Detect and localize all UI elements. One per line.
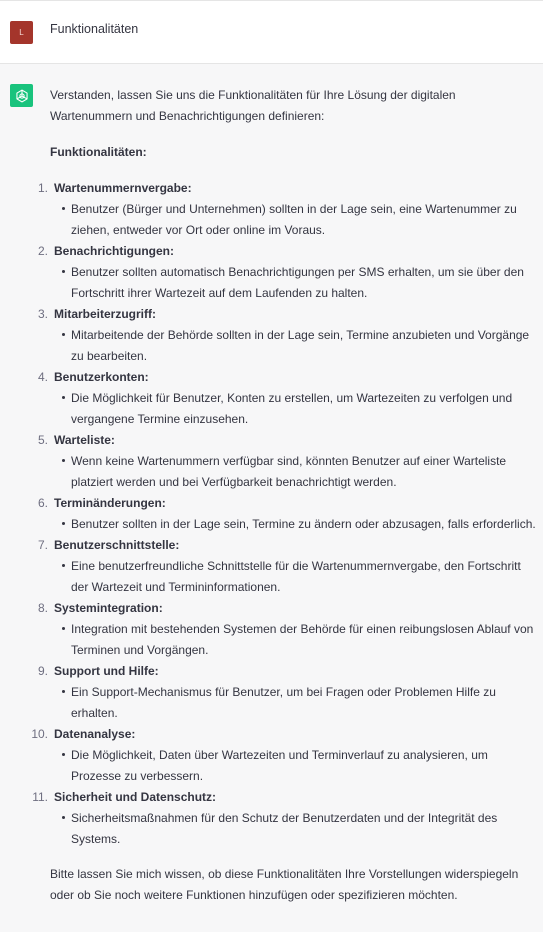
feature-list [31,178,540,850]
list-item [37,661,540,724]
openai-logo-icon [10,84,33,107]
outro-text: Bitte lassen Sie mich wissen, ob diese Funktionalitäten Ihre Vorstellungen widerspiegeln oder ob Sie noch weitere Funktionen hinzufügen oder spezifizieren möchten. [50,867,519,902]
list-item [37,598,540,661]
item-title: Benachrichtigungen: [54,244,175,258]
item-title: Benutzerschnittstelle: [54,538,180,552]
item-title: Benutzerkonten: [54,370,149,384]
item-detail: Benutzer (Bürger und Unternehmen) sollten in der Lage sein, eine Wartenummer zu ziehen, entweder vor Ort oder online im Voraus. [54,199,540,241]
list-item [37,430,540,493]
list-item [37,241,540,304]
item-title: Sicherheit und Datenschutz: [54,790,217,804]
item-number: 11. [32,790,48,804]
item-number: 1. [37,181,48,195]
item-title: Wartenummernvergabe: [54,181,192,195]
item-title: Datenanalyse: [54,727,136,741]
section-heading: Funktionalitäten: [50,145,147,159]
assistant-message-content [31,85,540,906]
item-number: 9. [37,664,48,678]
item-detail: Sicherheitsmaßnahmen für den Schutz der Benutzerdaten und der Integrität des Systems. [54,808,540,850]
item-number: 3. [37,307,48,321]
item-title: Systemintegration: [54,601,163,615]
item-number: 4. [37,370,48,384]
item-title: Terminänderungen: [54,496,166,510]
list-item [37,493,540,535]
user-message-text: Funktionalitäten [50,22,139,36]
item-number: 8. [37,601,48,615]
list-item [37,535,540,598]
item-detail: Integration mit bestehenden Systemen der Behörde für einen reibungslosen Ablauf von Terminen und Vorgängen. [54,619,540,661]
item-number: 6. [37,496,48,510]
item-number: 7. [37,538,48,552]
item-detail: Wenn keine Wartenummern verfügbar sind, könnten Benutzer auf einer Warteliste platziert werden und bei Verfügbarkeit benachrichtigt werden. [54,451,540,493]
item-number: 10. [31,727,48,741]
item-title: Mitarbeiterzugriff: [54,307,156,321]
item-number: 5. [37,433,48,447]
item-detail: Die Möglichkeit für Benutzer, Konten zu erstellen, um Wartezeiten zu verfolgen und vergangene Termine einzusehen. [54,388,540,430]
list-item [37,367,540,430]
item-number: 2. [37,244,48,258]
user-avatar [10,21,33,44]
list-item [37,304,540,367]
intro-text: Verstanden, lassen Sie uns die Funktionalitäten für Ihre Lösung der digitalen Wartenummern und Benachrichtigungen definieren: [50,88,456,123]
item-detail: Eine benutzerfreundliche Schnittstelle für die Wartenummernvergabe, den Fortschritt der Wartezeit und Termininformationen. [54,556,540,598]
item-title: Support und Hilfe: [54,664,159,678]
assistant-message [0,64,543,932]
item-detail: Benutzer sollten automatisch Benachrichtigungen per SMS erhalten, um sie über den Fortschritt ihrer Wartezeit auf dem Laufenden zu halten. [54,262,540,304]
user-message [0,0,543,64]
list-item [31,724,540,787]
list-item [32,787,540,850]
item-detail: Ein Support-Mechanismus für Benutzer, um bei Fragen oder Problemen Hilfe zu erhalten. [54,682,540,724]
item-detail: Mitarbeitende der Behörde sollten in der Lage sein, Termine anzubieten und Vorgänge zu bearbeiten. [54,325,540,367]
user-avatar-initial: L [19,28,24,37]
list-item [37,178,540,241]
item-detail: Benutzer sollten in der Lage sein, Termine zu ändern oder abzusagen, falls erforderlich. [54,514,540,535]
item-detail: Die Möglichkeit, Daten über Wartezeiten und Terminverlauf zu analysieren, um Prozesse zu verbessern. [54,745,540,787]
item-title: Warteliste: [54,433,115,447]
